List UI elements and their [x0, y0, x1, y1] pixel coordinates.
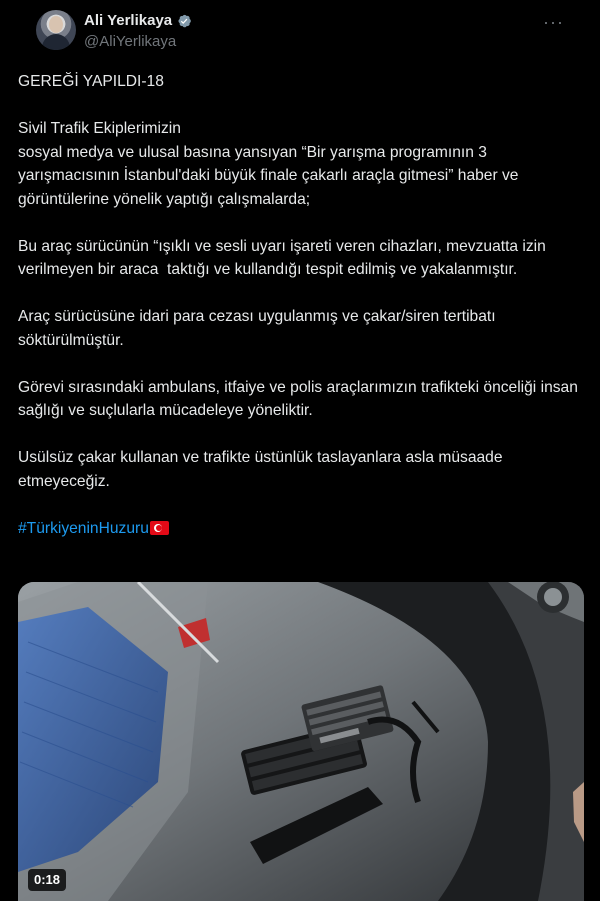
paragraph-gap [18, 282, 588, 306]
paragraph-gap [18, 352, 588, 376]
author-handle[interactable]: @AliYerlikaya [84, 33, 177, 50]
tweet-paragraph-5: Usülsüz çakar kullanan ve trafikte üstünlük taslayanlara asla müsaade etmeyeceğiz. [18, 449, 507, 490]
tweet-header [18, 0, 582, 64]
video-player[interactable] [18, 582, 584, 901]
author-display-name[interactable]: Ali Yerlikaya [84, 12, 173, 29]
tweet-title: GEREĞİ YAPILDI-18 [18, 73, 164, 90]
paragraph-gap [18, 423, 588, 447]
author-name-row [84, 12, 192, 30]
paragraph-gap [18, 493, 588, 517]
tweet-text [18, 70, 588, 540]
verified-badge-icon [176, 13, 192, 29]
author-block [84, 12, 192, 51]
tweet-paragraph-2: Bu araç sürücünün “ışıklı ve sesli uyarı işareti veren cihazları, mevzuatta izin verilmeyen bir araca taktığı ve kullandığı tespit edilmiş ve yakalanmıştır. [18, 237, 551, 278]
avatar[interactable] [36, 10, 76, 50]
hashtag-link[interactable]: #TürkiyeninHuzuru [18, 519, 149, 537]
tweet-paragraph-3: Araç sürücüsüne idari para cezası uygulanmış ve çakar/siren tertibatı söktürülmüştür. [18, 308, 500, 349]
video-duration-badge: 0:18 [28, 869, 66, 891]
video-thumbnail [18, 582, 584, 901]
paragraph-gap [18, 94, 588, 118]
hashtag-line [18, 517, 588, 541]
avatar-head [49, 16, 63, 33]
tweet-paragraph-1-line-1: Sivil Trafik Ekiplerimizin [18, 120, 181, 137]
avatar-suit [42, 34, 70, 50]
tweet-paragraph-4: Görevi sırasındaki ambulans, itfaiye ve polis araçlarımızın trafikteki önceliği insan sağlığı ve suçlularla mücadeleye yöneliktir. [18, 378, 583, 419]
turkey-flag-icon [150, 521, 169, 535]
paragraph-gap [18, 211, 588, 235]
tweet-paragraph-1-line-2: sosyal medya ve ulusal basına yansıyan “Bir yarışma programının 3 yarışmacısının İstanbul'daki büyük finale çakarlı araçla gitmesi” haber ve görüntülerine yönelik yaptığı çalışmalarda; [18, 143, 523, 208]
more-horizontal-icon[interactable]: ··· [543, 12, 564, 32]
